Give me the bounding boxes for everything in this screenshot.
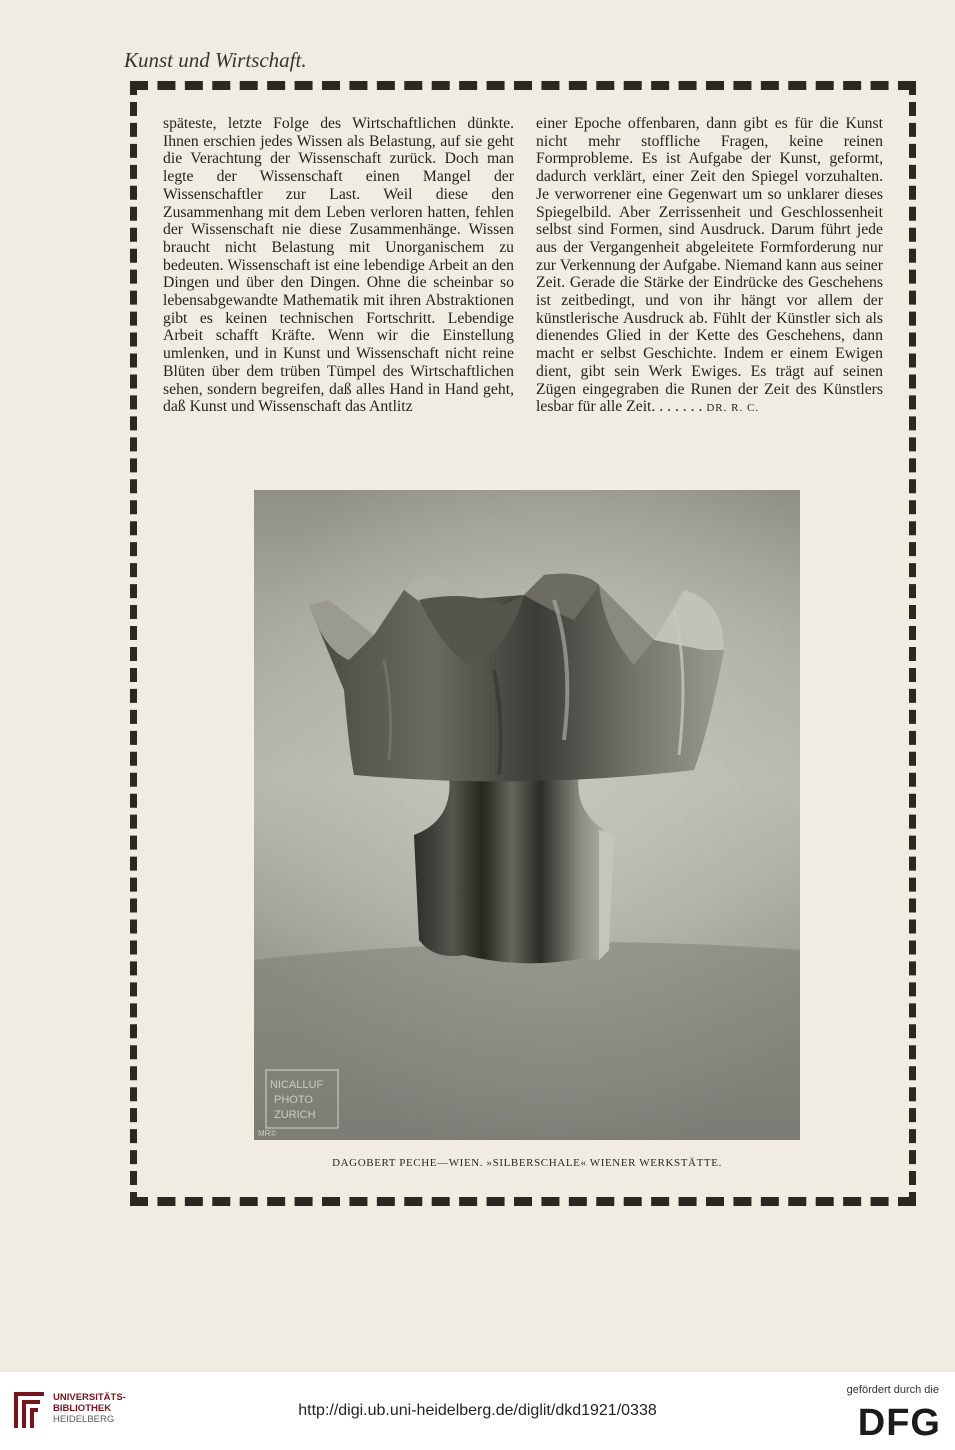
author-signature: DR. R. C. [706, 402, 760, 415]
figure-caption: DAGOBERT PECHE—WIEN. »SILBERSCHALE« WIENER WERKSTÄTTE. [332, 1157, 722, 1169]
library-line: BIBLIOTHEK [53, 1403, 112, 1414]
stamp-line: NICALLUF [270, 1079, 324, 1091]
bowl-image [254, 490, 800, 1140]
source-url-link[interactable]: http://digi.ub.uni-heidelberg.de/diglit/dkd1921/0338 [298, 1402, 657, 1419]
funding-note: gefördert durch die [846, 1384, 939, 1396]
stamp-line: PHOTO [274, 1094, 313, 1106]
paragraph: späteste, letzte Folge des Wirtschaftlichen dünkte. Ihnen erschien jedes Wissen als Belastung, auf sie geht die Verachtung der Wissenschaft zurück. Doch man legte der Wissenschaft einen Mangel der Wissenschaftler zur Last. Weil diese den Zusammenhang mit dem Leben verloren hatten, fehlen der Wissenschaft nie diese Zusammenhänge. Wissen braucht nicht Belastung mit Unorganischem zu bedeuten. Wissenschaft ist eine lebendige Arbeit an den Dingen und über den Dingen. Ohne die scheinbar so lebensabgewandte Mathematik mit ihren Abstraktionen gibt es keinen technischen Fortschritt. Lebendige Arbeit schafft Kräfte. Wenn wir die Einstellung umlenken, und in Kunst und Wissenschaft nicht reine Blüten über dem trüben Tümpel des Wirtschaftlichen sehen, sondern begreifen, daß alles Hand in Hand geht, daß Kunst und Wissenschaft das Antlitz [163, 115, 514, 416]
footer-bar [0, 1372, 955, 1450]
corner-mark: MR© [258, 1129, 277, 1138]
silver-bowl-photograph [254, 490, 800, 1140]
signature-dots: . . . . . . [659, 398, 703, 416]
text-column-right [536, 115, 883, 418]
library-line: UNIVERSITÄTS- [53, 1392, 126, 1403]
text-column-left [163, 115, 514, 416]
stamp-line: ZURICH [274, 1109, 316, 1121]
paragraph-text: einer Epoche offenbaren, dann gibt es für die Kunst nicht mehr stoffliche Fragen, keine reinen Formprobleme. Es ist Aufgabe der Kunst, geformt, dadurch verklärt, einer Zeit den Spiegel vorzuhalten. Je verworrener eine Gegenwart um so unklarer dieses Spiegelbild. Aber Zerrissenheit und Geschlossenheit selbst sind Formen, sind Ausdruck. Darum führt jede aus der Vergangenheit abgeleitete Formforderung nur zur Verkennung der Aufgabe. Niemand kann aus seiner Zeit. Gerade die Stärke der Eindrücke des Geschehens ist zeitbedingt, und von ihr hängt vor allem der künstlerische Ausdruck ab. Fühlt der Künstler sich als dienendes Glied in der Kette des Geschehens, dann macht er selbst Geschichte. Indem er einem Ewigen dient, gibt sein Werk Ewiges. Es trägt auf seinen Zügen eingegraben die Runen der Zeit des Künstlers lesbar für alle Zeit. [536, 115, 883, 416]
dfg-logo: DFG [857, 1402, 941, 1444]
header-title: Kunst und Wirtschaft. [124, 48, 307, 72]
paragraph [536, 115, 883, 418]
library-line: HEIDELBERG [53, 1414, 115, 1425]
